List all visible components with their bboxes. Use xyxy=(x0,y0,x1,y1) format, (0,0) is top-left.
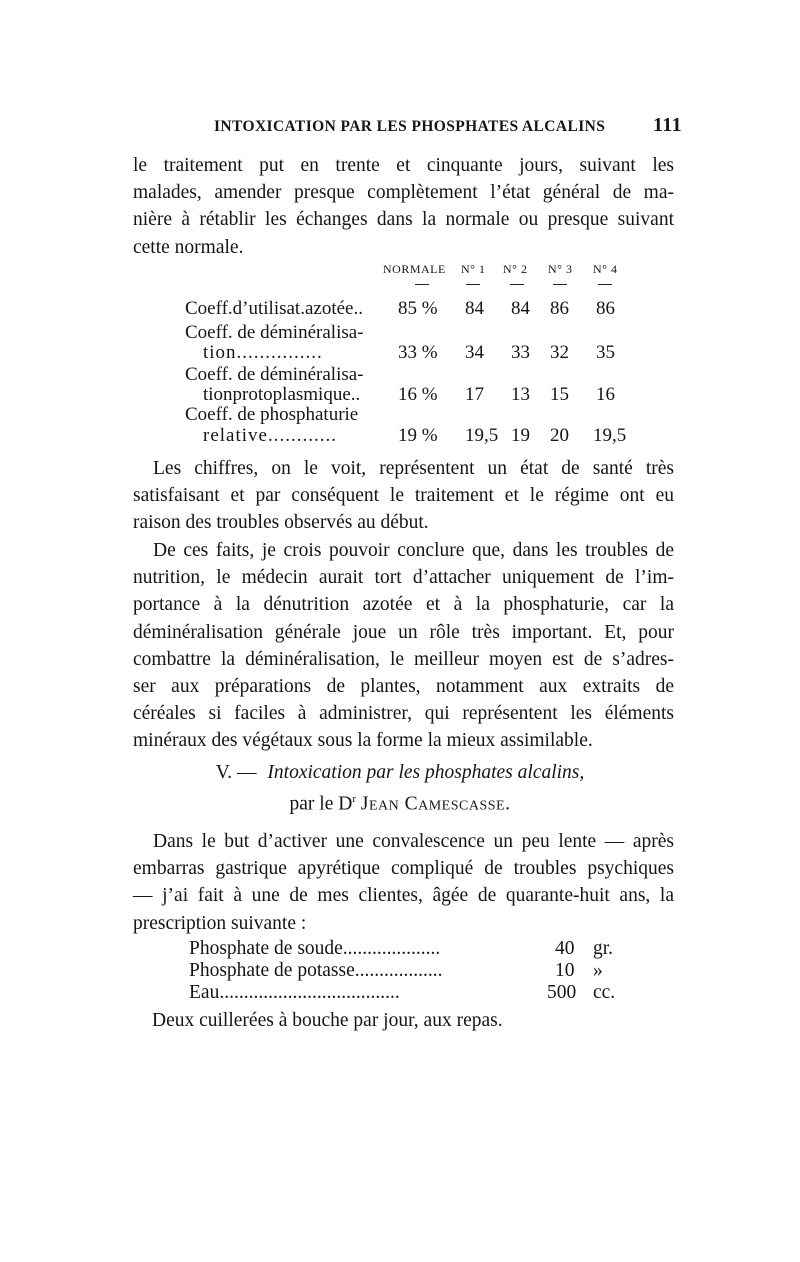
section-number: V. — xyxy=(215,762,257,783)
table-row xyxy=(185,298,645,322)
paragraph-results xyxy=(133,455,674,537)
row-label: Coeff.d’utilisat.azotée.. xyxy=(185,298,363,319)
text-line: cette normale. xyxy=(133,236,244,258)
cell-normale: 33 % xyxy=(398,342,438,363)
prescription-item xyxy=(189,982,629,1006)
intro-paragraph xyxy=(133,152,674,261)
cell-normale: 19 % xyxy=(398,425,438,446)
section-title: Intoxication par les phosphates alcalins, xyxy=(267,762,585,783)
ingredient-unit: gr. xyxy=(593,938,614,959)
ingredient-name: Phosphate de potasse.................. xyxy=(189,960,443,981)
byline xyxy=(0,793,800,816)
text-line: raison des troubles observés au début. xyxy=(133,512,429,534)
column-header-n1: N° 1 xyxy=(461,262,486,276)
paragraph-case xyxy=(133,828,674,937)
column-rule xyxy=(510,284,524,285)
cell-n2: 13 xyxy=(511,384,530,405)
cell-n3: 15 xyxy=(550,384,569,405)
row-label: Coeff. de déminéralisa- xyxy=(185,322,364,343)
text-line: prescription suivante : xyxy=(133,912,307,934)
text-line: portance à la dénutrition azotée et à la phosphaturie, car la xyxy=(133,594,674,616)
row-label: Coeff. de phosphaturie xyxy=(185,404,359,425)
cell-n2: 19 xyxy=(511,425,530,446)
cell-n1: 19,5 xyxy=(465,425,499,446)
cell-n4: 86 xyxy=(596,298,615,319)
cell-n2: 84 xyxy=(511,298,530,319)
cell-n2: 33 xyxy=(511,342,530,363)
text-line: minéraux des végétaux sous la forme la mieux assimilable. xyxy=(133,730,593,752)
text-line: Dans le but d’activer une convalescence un peu lente — après xyxy=(153,831,674,852)
column-rule xyxy=(415,284,429,285)
text-line: nière à rétablir les échanges dans la normale ou presque suivant xyxy=(133,209,674,231)
column-header-n2: N° 2 xyxy=(503,262,528,276)
cell-n3: 32 xyxy=(550,342,569,363)
text-line: Les chiffres, on le voit, représentent un état de santé très xyxy=(153,458,674,479)
text-line: — j’ai fait à une de mes clientes, âgée de quarante-huit ans, la xyxy=(133,885,674,907)
row-label-continued: relative............ xyxy=(203,425,337,446)
column-header-normale: NORMALE xyxy=(383,262,446,276)
prescription-item xyxy=(189,960,629,984)
cell-normale: 85 % xyxy=(398,298,438,319)
page-number: 111 xyxy=(653,114,682,136)
byline-superscript: r xyxy=(352,793,356,805)
ingredient-name: Phosphate de soude.................... xyxy=(189,938,441,959)
row-label: Coeff. de déminéralisa- xyxy=(185,364,364,385)
column-rule xyxy=(598,284,612,285)
author-name: Jean Camescasse. xyxy=(360,793,511,815)
row-label-continued: tionprotoplasmique.. xyxy=(203,384,361,405)
table-row xyxy=(185,425,645,449)
ingredient-unit: » xyxy=(593,960,603,981)
text-line: le traitement put en trente et cinquante jours, suivant les xyxy=(133,155,674,176)
paragraph-conclusion xyxy=(133,537,674,755)
cell-normale: 16 % xyxy=(398,384,438,405)
ingredient-quantity: 40 xyxy=(555,938,575,959)
cell-n1: 84 xyxy=(465,298,484,319)
cell-n3: 20 xyxy=(550,425,569,446)
running-title: INTOXICATION PAR LES PHOSPHATES ALCALINS xyxy=(214,118,606,135)
column-header-n3: N° 3 xyxy=(548,262,573,276)
ingredient-name: Eau..................................... xyxy=(189,982,400,1003)
ingredient-unit: cc. xyxy=(593,982,616,1003)
text-line: ser aux préparations de plantes, notamment aux extraits de xyxy=(133,676,674,698)
column-rule xyxy=(553,284,567,285)
cell-n3: 86 xyxy=(550,298,569,319)
cell-n4: 19,5 xyxy=(593,425,627,446)
text-line: embarras gastrique apyrétique compliqué de troubles psychiques xyxy=(133,858,674,880)
column-rule xyxy=(466,284,480,285)
text-line: nutrition, le médecin aurait tort d’attacher uniquement de l’im- xyxy=(133,567,674,589)
text-line: satisfaisant et par conséquent le traitement et le régime ont eu xyxy=(133,485,674,507)
row-label-continued: tion............... xyxy=(203,342,323,363)
text-line: déminéralisation générale joue un rôle très important. Et, pour xyxy=(133,621,674,643)
running-head xyxy=(214,114,682,136)
cell-n4: 35 xyxy=(596,342,615,363)
table-row xyxy=(185,342,645,366)
text-line: combattre la déminéralisation, le meilleur moyen est de s’adres- xyxy=(133,648,674,670)
section-heading xyxy=(0,762,800,784)
column-header-n4: N° 4 xyxy=(593,262,618,276)
ingredient-quantity: 500 xyxy=(547,982,577,1003)
text-line: céréales si faciles à administrer, qui représentent les éléments xyxy=(133,703,674,725)
text-line: De ces faits, je crois pouvoir conclure que, dans les troubles de xyxy=(153,540,674,561)
cell-n1: 17 xyxy=(465,384,484,405)
text-line: malades, amender presque complètement l’état général de ma- xyxy=(133,182,674,204)
byline-prefix: par le D xyxy=(289,793,353,815)
ingredient-quantity: 10 xyxy=(555,960,575,981)
cell-n4: 16 xyxy=(596,384,615,405)
dosage-instruction: Deux cuillerées à bouche par jour, aux repas. xyxy=(152,1010,503,1031)
prescription-item xyxy=(189,938,629,962)
cell-n1: 34 xyxy=(465,342,484,363)
